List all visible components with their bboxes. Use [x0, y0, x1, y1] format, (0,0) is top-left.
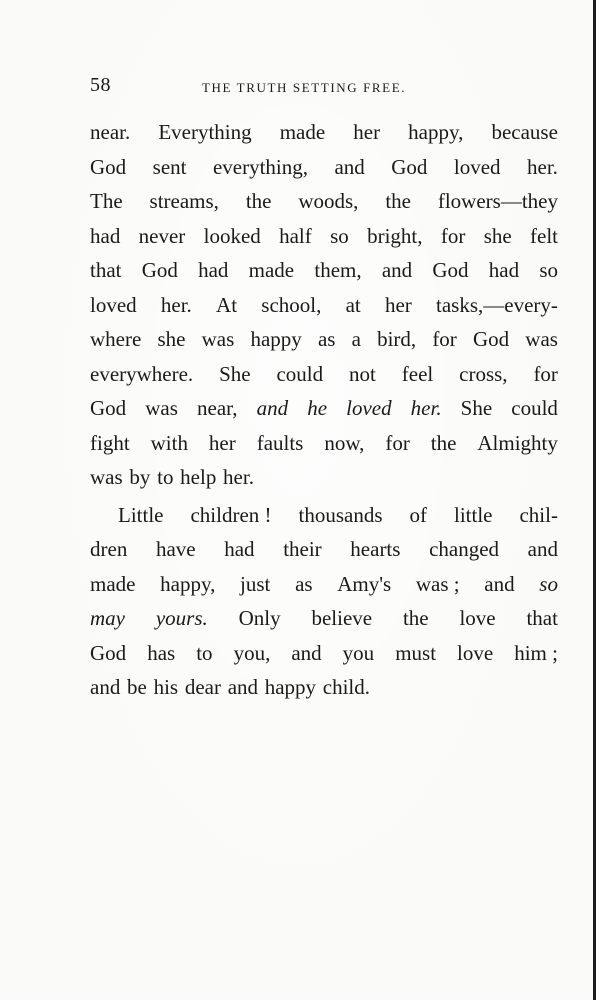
word: that: [90, 258, 122, 282]
word: because: [491, 120, 558, 144]
word: loved: [346, 396, 392, 420]
word: Almighty: [477, 430, 558, 455]
word: so: [539, 571, 558, 596]
word: faults: [256, 430, 304, 455]
word: Only: [238, 606, 281, 630]
word: God: [90, 640, 127, 665]
word: help: [180, 465, 217, 489]
word: fight: [90, 430, 130, 455]
word: At: [216, 292, 238, 317]
word: the: [402, 606, 429, 630]
word: God: [90, 154, 127, 179]
word: cross,: [459, 361, 508, 386]
word: him ;: [514, 640, 558, 665]
body-text: [90, 120, 558, 710]
text-line: [90, 537, 558, 572]
word: must: [395, 640, 437, 665]
word: made: [248, 258, 295, 282]
word: made: [90, 571, 136, 596]
word: she: [157, 327, 186, 351]
word: dren: [90, 537, 128, 561]
word: could: [511, 396, 558, 420]
word: had: [198, 258, 229, 282]
text-line: [90, 155, 558, 190]
word: felt: [530, 223, 558, 248]
word: his: [153, 675, 179, 699]
text-line: [90, 465, 558, 500]
word: just: [240, 571, 271, 596]
word: be: [127, 675, 147, 699]
word: was: [201, 327, 235, 351]
word: thousands: [298, 502, 383, 527]
word: was ;: [415, 571, 460, 596]
word: may: [90, 606, 125, 630]
word: her.: [223, 465, 254, 489]
word: looked: [203, 223, 261, 248]
running-head: THE TRUTH SETTING FREE.: [202, 80, 407, 95]
text-line: [90, 224, 558, 259]
word: yours.: [155, 606, 208, 630]
word: sent: [152, 154, 187, 179]
word: by: [129, 465, 151, 489]
word: bird,: [377, 327, 417, 351]
word: and: [227, 675, 259, 699]
word: She: [460, 396, 493, 420]
text-line: [90, 258, 558, 293]
word: made: [279, 120, 326, 144]
word: was: [525, 327, 558, 351]
word: the: [385, 189, 411, 213]
word: happy,: [408, 120, 464, 144]
word: loved: [90, 292, 137, 317]
word: love: [459, 606, 496, 630]
word: chil-: [519, 502, 558, 527]
word: Amy's: [337, 571, 392, 596]
word: Little: [118, 502, 164, 527]
word: as: [317, 327, 336, 351]
word: She: [219, 361, 251, 386]
word: The: [90, 189, 123, 213]
word: God: [141, 258, 178, 282]
page-number: 58: [90, 74, 111, 96]
text-line: [90, 641, 558, 676]
word: you,: [233, 640, 271, 665]
word: them,: [314, 258, 362, 282]
word: for: [440, 223, 466, 248]
word: you: [342, 640, 375, 665]
text-line: [90, 396, 558, 431]
word: her.: [527, 154, 558, 179]
word: half: [279, 223, 312, 248]
word: could: [276, 361, 324, 386]
word: the: [245, 189, 272, 213]
word: feel: [401, 361, 434, 386]
word: and: [484, 571, 515, 596]
word: everything,: [212, 154, 308, 179]
word: she: [483, 223, 512, 248]
word: and: [90, 675, 121, 699]
word: their: [283, 537, 322, 561]
word: woods,: [298, 189, 359, 213]
text-line: [90, 189, 558, 224]
word: never: [138, 223, 186, 248]
word: happy: [264, 675, 317, 699]
word: God: [432, 258, 469, 282]
word: her.: [160, 292, 192, 317]
text-line: [90, 606, 558, 641]
word: tasks,—every-: [436, 292, 558, 317]
word: the: [430, 430, 457, 455]
word: and: [381, 258, 413, 282]
word: had: [90, 223, 121, 248]
word: flowers—they: [437, 189, 558, 213]
word: happy,: [160, 571, 216, 596]
word: with: [150, 430, 188, 455]
word: and: [334, 154, 365, 179]
text-line: [90, 293, 558, 328]
text-line: [90, 327, 558, 362]
word: changed: [429, 537, 500, 561]
word: to: [196, 640, 213, 665]
word: hearts: [350, 537, 401, 561]
word: he: [307, 396, 328, 420]
word: God: [90, 396, 127, 420]
word: has: [147, 640, 176, 665]
word: not: [349, 361, 376, 386]
word: as: [295, 571, 313, 596]
word: at: [345, 292, 361, 317]
word: near,: [197, 396, 238, 420]
word: God: [472, 327, 510, 351]
word: bright,: [367, 223, 423, 248]
word: near.: [90, 120, 131, 144]
word: have: [155, 537, 196, 561]
word: and: [527, 537, 558, 561]
word: now,: [324, 430, 365, 455]
word: everywhere.: [90, 361, 194, 386]
word: so: [539, 258, 558, 282]
word: that: [526, 606, 558, 630]
word: to: [157, 465, 174, 489]
word: love: [457, 640, 494, 665]
word: and: [256, 396, 289, 420]
word: and: [291, 640, 322, 665]
word: so: [330, 223, 349, 248]
text-line: [90, 503, 558, 538]
word: child.: [322, 675, 371, 699]
word: little: [453, 502, 493, 527]
text-line: [90, 120, 558, 155]
word: God: [391, 154, 428, 179]
text-line: [90, 572, 558, 607]
word: believe: [311, 606, 373, 630]
word: was: [90, 465, 123, 489]
text-line: [90, 362, 558, 397]
word: her: [208, 430, 236, 455]
word: streams,: [149, 189, 219, 213]
word: school,: [261, 292, 322, 317]
word: Everything: [158, 120, 252, 144]
word: where: [90, 327, 142, 351]
text-line: [90, 431, 558, 466]
word: for: [432, 327, 457, 351]
word: children !: [190, 502, 272, 527]
word: her.: [410, 396, 442, 420]
word: dear: [184, 675, 221, 699]
word: had: [488, 258, 520, 282]
text-line: [90, 675, 558, 710]
word: was: [145, 396, 178, 420]
word: a: [351, 327, 361, 351]
word: happy: [250, 327, 302, 351]
word: had: [224, 537, 255, 561]
word: her: [384, 292, 412, 317]
word: of: [409, 502, 427, 527]
word: loved: [453, 154, 501, 179]
word: for: [533, 361, 558, 386]
word: for: [385, 430, 410, 455]
word: her: [353, 120, 381, 144]
page-header: [90, 74, 558, 100]
